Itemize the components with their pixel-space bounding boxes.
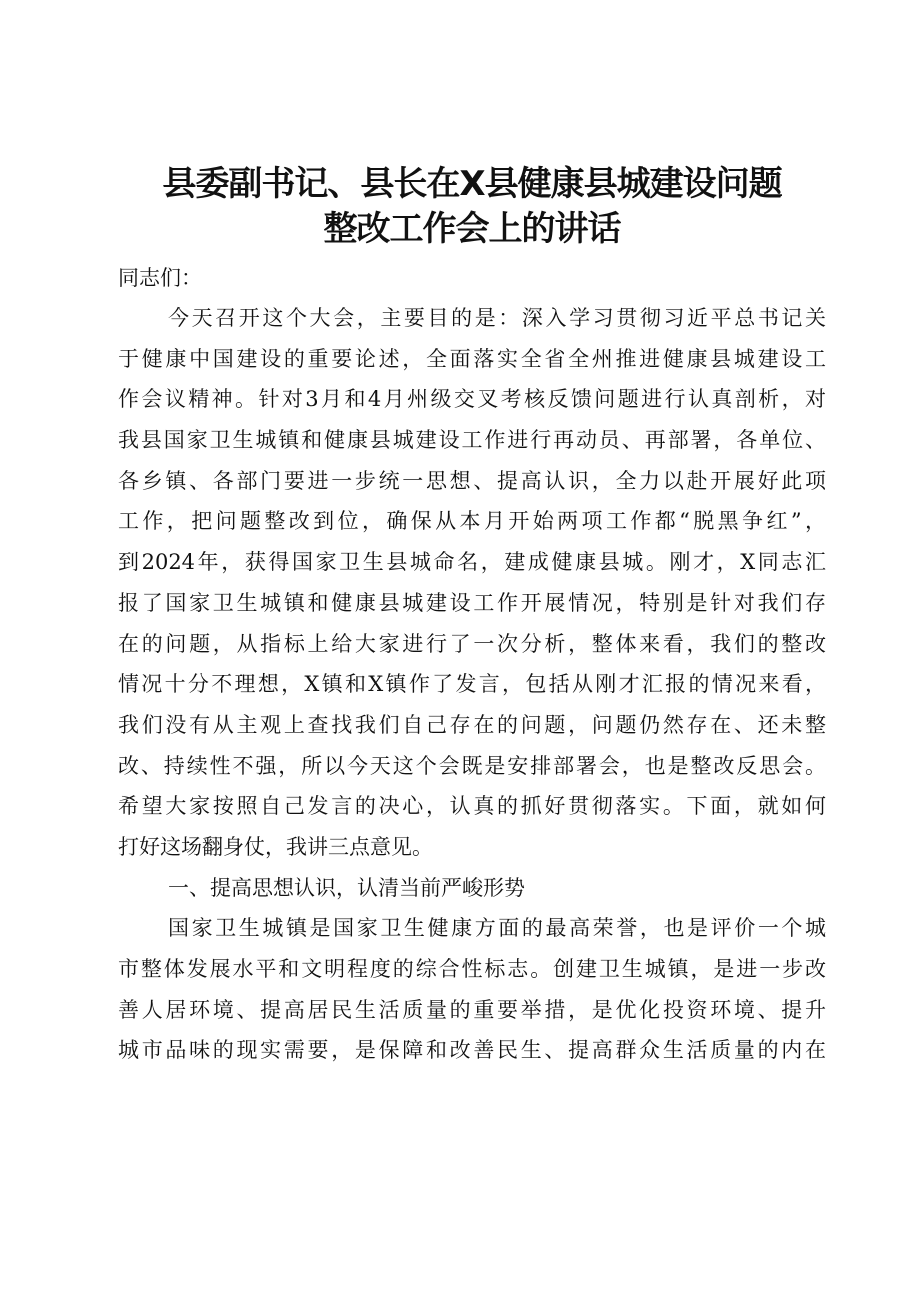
paragraph-line: 各乡镇、各部门要进一步统一思想、提高认识，全力以赴开展好此项 xyxy=(118,468,826,493)
paragraph-section-1 xyxy=(118,908,826,1071)
paragraph-line: 于健康中国建设的重要论述，全面落实全省全州推进健康县城建设工 xyxy=(118,346,826,371)
section-heading-1: 一、提高思想认识，认清当前严峻形势 xyxy=(168,875,525,900)
paragraph-line: 城市品味的现实需要，是保障和改善民生、提高群众生活质量的内在 xyxy=(118,1038,826,1063)
paragraph-line: 今天召开这个大会，主要目的是：深入学习贯彻习近平总书记关 xyxy=(168,306,826,330)
paragraph-line: 我县国家卫生城镇和健康县城建设工作进行再动员、再部署，各单位、 xyxy=(118,428,826,453)
paragraph-line: 希望大家按照自己发言的决心，认真的抓好贯彻落实。下面，就如何 xyxy=(118,794,826,819)
paragraph-line: 工作，把问题整改到位，确保从本月开始两项工作都“脱黑争红”， xyxy=(118,509,826,534)
paragraph-line: 到2024年，获得国家卫生县城命名，建成健康县城。刚才，X同志汇 xyxy=(118,550,826,575)
paragraph-line: 在的问题，从指标上给大家进行了一次分析，整体来看，我们的整改 xyxy=(118,631,826,656)
title-line-1: 县委副书记、县长在X县健康县城建设问题 xyxy=(162,164,782,204)
paragraph-line: 市整体发展水平和文明程度的综合性标志。创建卫生城镇，是进一步改 xyxy=(118,957,826,981)
paragraph-line: 改、持续性不强，所以今天这个会既是安排部署会，也是整改反思会。 xyxy=(118,753,826,778)
paragraph-line: 我们没有从主观上查找我们自己存在的问题，问题仍然存在、还未整 xyxy=(118,712,826,737)
salutation: 同志们： xyxy=(118,266,202,290)
paragraph-opening xyxy=(118,298,826,868)
paragraph-line: 国家卫生城镇是国家卫生健康方面的最高荣誉，也是评价一个城 xyxy=(168,916,826,941)
paragraph-line: 作会议精神。针对3月和4月州级交叉考核反馈问题进行认真剖析，对 xyxy=(118,387,826,412)
paragraph-line: 情况十分不理想，X镇和X镇作了发言，包括从刚才汇报的情况来看， xyxy=(118,672,826,697)
document-title xyxy=(118,162,826,252)
title-line-2: 整改工作会上的讲话 xyxy=(323,209,621,249)
paragraph-line: 打好这场翻身仗，我讲三点意见。 xyxy=(118,834,433,859)
paragraph-line: 善人居环境、提高居民生活质量的重要举措，是优化投资环境、提升 xyxy=(118,997,826,1022)
document-body xyxy=(118,258,826,1071)
paragraph-line: 报了国家卫生城镇和健康县城建设工作开展情况，特别是针对我们存 xyxy=(118,590,826,615)
